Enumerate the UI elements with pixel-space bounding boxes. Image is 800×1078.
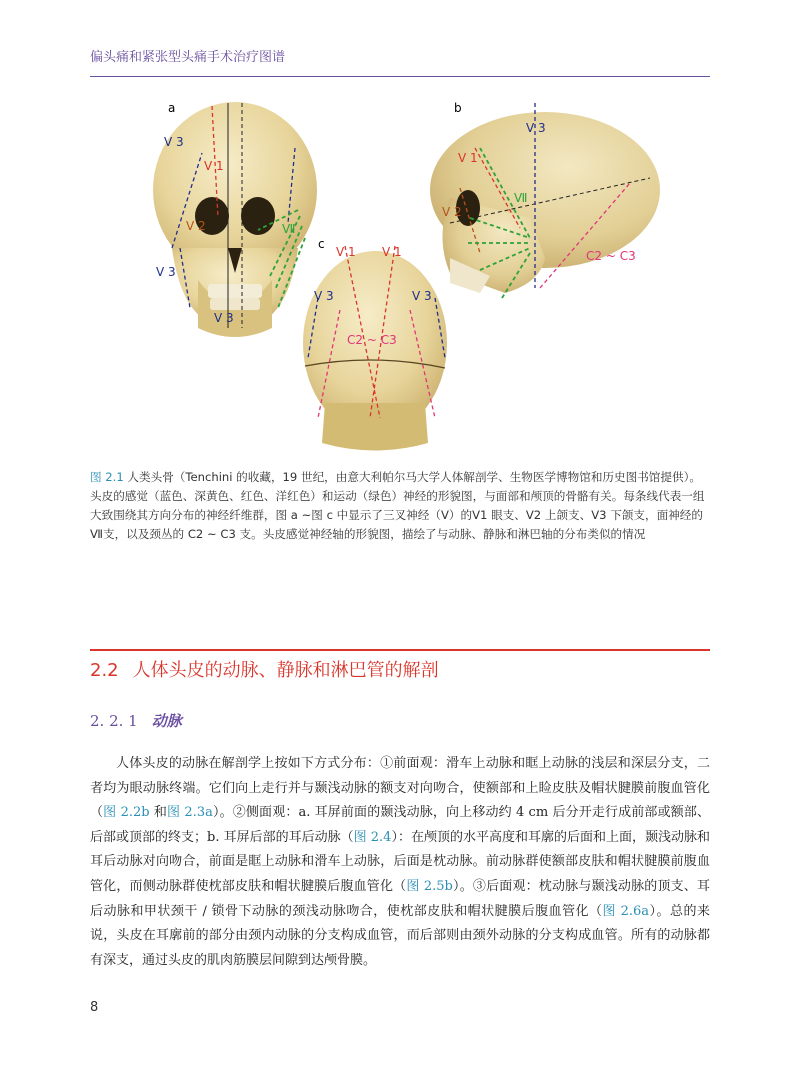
figure-ref-2-4[interactable]: 图 2.4 bbox=[353, 829, 392, 845]
figure-ref-2-3a[interactable]: 图 2.3a bbox=[167, 805, 213, 821]
panel-b-letter: b bbox=[454, 101, 462, 115]
label-a-vii: Ⅶ bbox=[282, 222, 296, 236]
panel-c-skull bbox=[303, 251, 447, 451]
figure-ref-2-5b[interactable]: 图 2.5b bbox=[406, 878, 453, 894]
label-c-v1-right: V 1 bbox=[382, 245, 402, 259]
body-paragraph bbox=[90, 752, 710, 973]
label-a-v2: V 2 bbox=[186, 219, 206, 233]
label-a-v3-left: V 3 bbox=[156, 265, 176, 279]
body-text-5: ）。③后面观：枕动脉与颞浅动脉的顶支、耳后动脉和甲状颈干 / 锁骨下动脉的颈浅动脉吻合，使枕部皮肤和帽状腱膜后腹血管化（ bbox=[90, 878, 710, 919]
page-number: 8 bbox=[90, 1000, 99, 1015]
panel-c-letter: c bbox=[318, 237, 325, 251]
body-text-2: 和 bbox=[149, 805, 167, 821]
section-heading bbox=[90, 656, 439, 682]
label-b-vii: Ⅶ bbox=[514, 191, 528, 205]
running-head: 偏头痛和紧张型头痛手术治疗图谱 bbox=[90, 50, 286, 65]
skull-figure-svg bbox=[150, 98, 660, 458]
label-c-v1-left: V 1 bbox=[336, 245, 356, 259]
label-b-v2: V 2 bbox=[442, 205, 462, 219]
header-rule bbox=[90, 76, 710, 77]
label-b-v3: V 3 bbox=[526, 121, 546, 135]
caption-text: 人类头骨（Tenchini 的收藏，19 世纪，由意大利帕尔马大学人体解剖学、生物医学博物馆和历史图书馆提供）。头皮的感觉（蓝色、深黄色、红色、洋红色）和运动（绿色）神经的形貌图，与面部和颅顶的骨骼有关。每条线代表一组大致围绕其方向分布的神经纤维群，图 a ~图 c 中显示了三叉神经（Ⅴ）的Ⅴ1 眼支、Ⅴ2 上颌支、Ⅴ3 下颌支，面神经的Ⅶ支，以及颈丛的 C2 ~ C3 支。头皮感觉神经轴的形貌图，描绘了与动脉、静脉和淋巴轴的分布类似的情况 bbox=[90, 470, 705, 541]
label-b-v1: V 1 bbox=[458, 151, 478, 165]
body-text-1: 人体头皮的动脉在解剖学上按如下方式分布：①前面观：滑车上动脉和眶上动脉的浅层和深层分支，二者均为眼动脉终端。它们向上走行并与颞浅动脉的额支对向吻合，使额部和上睑皮肤及帽状腱膜前腹血管化（ bbox=[90, 756, 710, 821]
subsection-number: 2. 2. 1 bbox=[90, 712, 138, 730]
figure-caption bbox=[90, 468, 710, 544]
panel-a-letter: a bbox=[168, 101, 176, 115]
figure-ref-2-2b[interactable]: 图 2.2b bbox=[103, 805, 150, 821]
subsection-title: 动脉 bbox=[151, 712, 182, 730]
body-text-6: ）。总的来说，头皮在耳廓前的部分由颈内动脉的分支构成血管，而后部则由颈外动脉的分支构成血管。所有的动脉都有深支，通过头皮的肌肉筋膜层间隙到达颅骨膜。 bbox=[90, 903, 710, 968]
section-title: 人体头皮的动脉、静脉和淋巴管的解剖 bbox=[132, 660, 439, 681]
label-a-v1: V 1 bbox=[204, 159, 224, 173]
label-c-v3-left: V 3 bbox=[314, 289, 334, 303]
label-a-v3-bottom: V 3 bbox=[214, 311, 234, 325]
figure-ref-2-6a[interactable]: 图 2.6a bbox=[602, 903, 650, 919]
caption-figure-number: 图 2.1 bbox=[90, 470, 124, 484]
label-c-v3-right: V 3 bbox=[412, 289, 432, 303]
label-b-c2c3: C2 ~ C3 bbox=[586, 249, 636, 263]
label-a-v3-top: V 3 bbox=[164, 135, 184, 149]
subsection-heading bbox=[90, 710, 182, 731]
body-text-4: ）：在颅顶的水平高度和耳廓的后面和上面，颞浅动脉和耳后动脉对向吻合，前面是眶上动脉和滑车上动脉，后面是枕动脉。前动脉群使额部皮肤和帽状腱膜前腹血管化，而侧动脉群使枕部皮肤和帽状腱膜后腹血管化（ bbox=[90, 829, 710, 894]
section-rule bbox=[90, 649, 710, 651]
section-number: 2.2 bbox=[90, 660, 119, 681]
label-c-c2c3: C2 ~ C3 bbox=[347, 333, 397, 347]
body-text-3: ）。②侧面观：a. 耳屏前面的颞浅动脉，向上移动约 4 cm 后分开走行成前部或额部、后部或顶部的终支；b. 耳屏后部的耳后动脉（ bbox=[90, 805, 710, 845]
figure-skulls bbox=[150, 98, 660, 458]
